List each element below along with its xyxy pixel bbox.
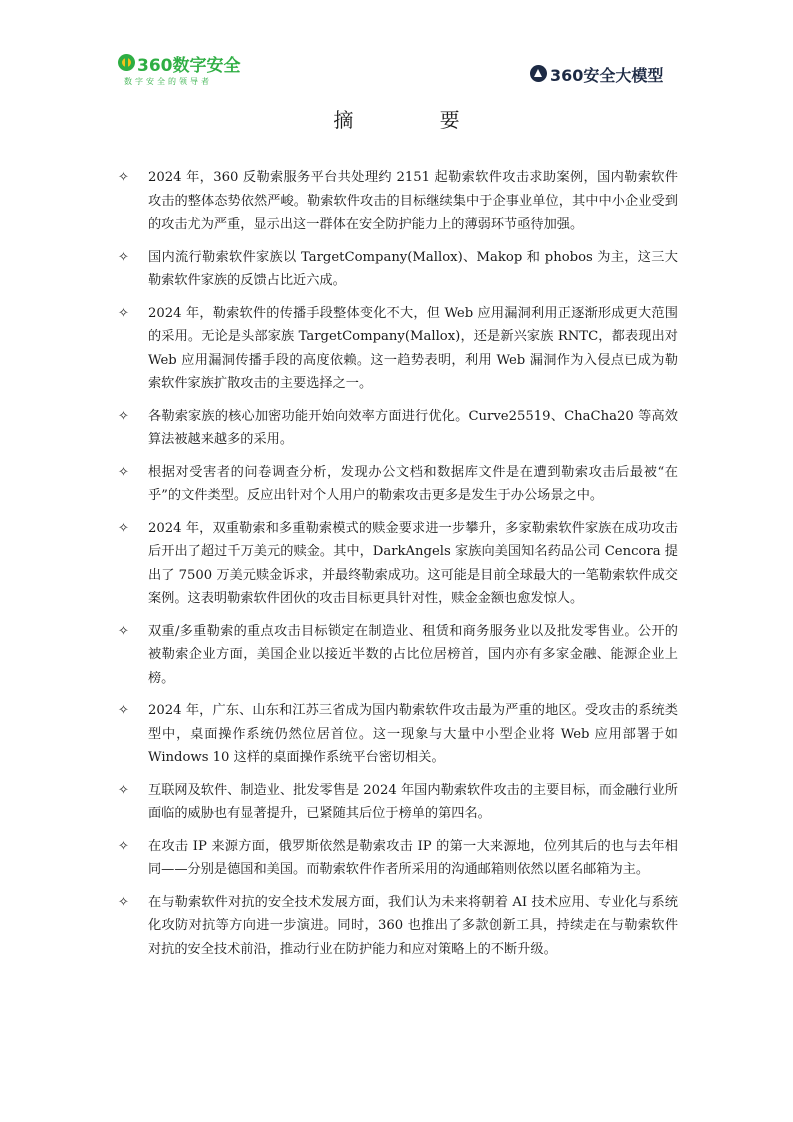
summary-item-text: 2024 年，广东、山东和江苏三省成为国内勒索软件攻击最为严重的地区。受攻击的系统类型中，桌面操作系统仍然位居首位。这一现象与大量中小型企业将 Web 应用部署于如 Windows 10 这样的桌面操作系统平台密切相关。 xyxy=(148,703,678,765)
summary-item xyxy=(118,405,678,452)
logo-tagline: 数字安全的领导者 xyxy=(124,77,212,86)
summary-item xyxy=(118,166,678,237)
page-header xyxy=(0,0,793,100)
summary-item xyxy=(118,461,678,508)
360-digital-security-logo xyxy=(118,54,248,94)
summary-item-text: 根据对受害者的问卷调查分析，发现办公文档和数据库文件是在遭到勒索攻击后最被“在乎”的文件类型。反应出针对个人用户的勒索攻击更多是发生于办公场景之中。 xyxy=(148,464,678,503)
diamond-bullet-icon: ✧ xyxy=(118,623,129,639)
diamond-bullet-icon: ✧ xyxy=(118,305,129,321)
summary-item xyxy=(118,620,678,691)
diamond-bullet-icon: ✧ xyxy=(118,520,129,536)
summary-item-text: 2024 年，勒索软件的传播手段整体变化不大，但 Web 应用漏洞利用正逐渐形成更大范围的采用。无论是头部家族 TargetCompany(Mallox)，还是新兴家族 RNTC，都表现出对 Web 应用漏洞传播手段的高度依赖。这一趋势表明，利用 Web 漏洞作为入侵点已成为勒索软件家族扩散攻击的主要选择之一。 xyxy=(148,305,678,391)
summary-item xyxy=(118,779,678,826)
summary-item-text: 各勒索家族的核心加密功能开始向效率方面进行优化。Curve25519、ChaCha20 等高效算法被越来越多的采用。 xyxy=(148,408,678,447)
diamond-bullet-icon: ✧ xyxy=(118,894,129,910)
logo-right-brand-text: 360安全大模型 xyxy=(550,66,664,85)
summary-item xyxy=(118,835,678,882)
diamond-bullet-icon: ✧ xyxy=(118,838,129,854)
summary-item xyxy=(118,517,678,611)
summary-item xyxy=(118,699,678,770)
360-ai-logo-icon xyxy=(530,65,547,82)
summary-item xyxy=(118,891,678,962)
diamond-bullet-icon: ✧ xyxy=(118,703,129,718)
summary-item-text: 在攻击 IP 来源方面，俄罗斯依然是勒索攻击 IP 的第一大来源地，位列其后的也与去年相同——分别是德国和美国。而勒索软件作者所采用的沟通邮箱则依然以匿名邮箱为主。 xyxy=(148,838,678,877)
summary-item xyxy=(118,246,678,293)
diamond-bullet-icon: ✧ xyxy=(118,249,129,265)
logo-brand-text: 360数字安全 xyxy=(137,56,241,76)
summary-item-text: 双重/多重勒索的重点攻击目标锁定在制造业、租赁和商务服务业以及批发零售业。公开的被勒索企业方面，美国企业以接近半数的占比位居榜首，国内亦有多家金融、能源企业上榜。 xyxy=(148,623,678,686)
360-security-model-logo xyxy=(530,64,680,86)
360-logo-icon xyxy=(118,54,135,71)
summary-item-text: 在与勒索软件对抗的安全技术发展方面，我们认为未来将朝着 AI 技术应用、专业化与系统化攻防对抗等方向进一步演进。同时，360 也推出了多款创新工具，持续走在与勒索软件对抗的安全技术前沿，推动行业在防护能力和应对策略上的不断升级。 xyxy=(148,894,678,957)
summary-item-text: 互联网及软件、制造业、批发零售是 2024 年国内勒索软件攻击的主要目标，而金融行业所面临的威胁也有显著提升，已紧随其后位于榜单的第四名。 xyxy=(148,782,678,821)
summary-list xyxy=(118,166,678,970)
diamond-bullet-icon: ✧ xyxy=(118,464,129,480)
summary-item-text: 2024 年，360 反勒索服务平台共处理约 2151 起勒索软件攻击求助案例，国内勒索软件攻击的整体态势依然严峻。勒索软件攻击的目标继续集中于企事业单位，其中中小企业受到的攻击尤为严重，显示出这一群体在安全防护能力上的薄弱环节亟待加强。 xyxy=(148,170,678,232)
diamond-bullet-icon: ✧ xyxy=(118,170,129,185)
summary-item xyxy=(118,302,678,396)
diamond-bullet-icon: ✧ xyxy=(118,408,129,424)
summary-item-text: 2024 年，双重勒索和多重勒索模式的赎金要求进一步攀升，多家勒索软件家族在成功攻击后开出了超过千万美元的赎金。其中，DarkAngels 家族向美国知名药品公司 Cencora 提出了 7500 万美元赎金诉求，并最终勒索成功。这可能是目前全球最大的一笔勒索软件成交案例。这表明勒索软件团伙的攻击目标更具针对性，赎金金额也愈发惊人。 xyxy=(148,520,678,606)
page-title: 摘 要 xyxy=(333,108,500,132)
summary-item-text: 国内流行勒索软件家族以 TargetCompany(Mallox)、Makop 和 phobos 为主，这三大勒索软件家族的反馈占比近六成。 xyxy=(148,249,678,288)
diamond-bullet-icon: ✧ xyxy=(118,782,129,798)
